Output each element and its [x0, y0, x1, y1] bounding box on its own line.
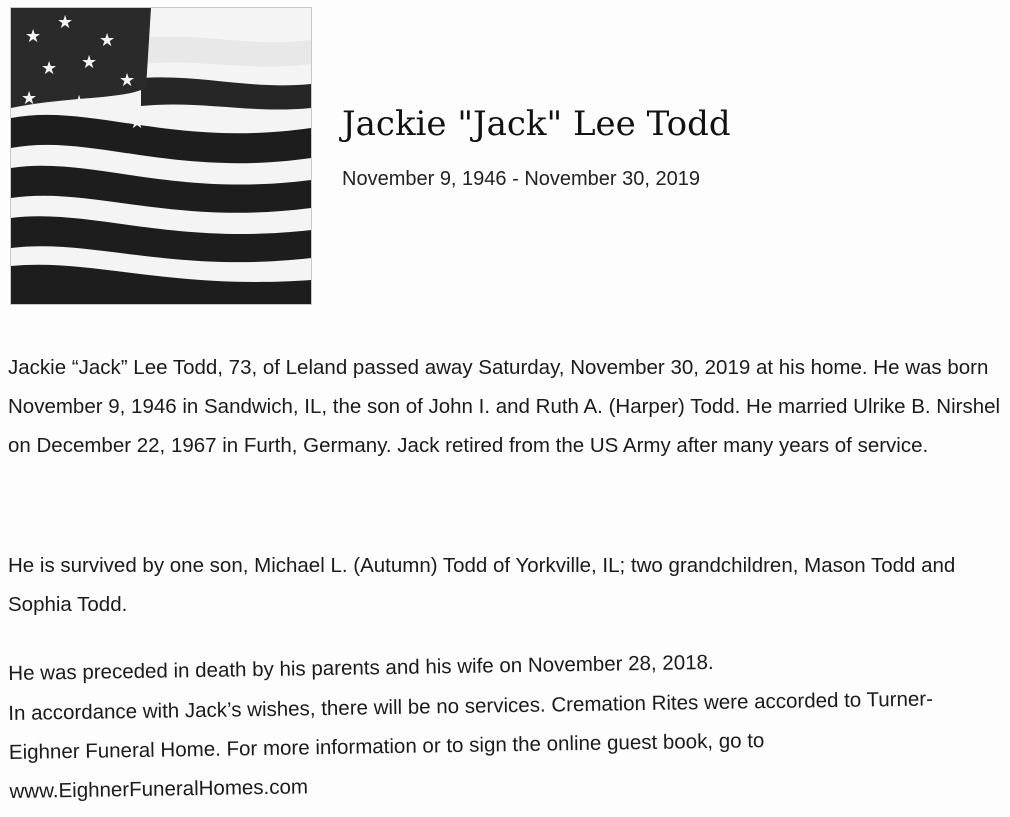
flag-photo — [10, 7, 312, 305]
obituary-paragraph-biography: Jackie “Jack” Lee Todd, 73, of Leland passed away Saturday, November 30, 2019 at his home. He was born November 9, 1946 in Sandwich, IL, the son of John I. and Ruth A. (Harper) Todd. He married Ulrike B. Nirshel on December 22, 1967 in Furth, Germany. Jack retired from the US Army after many years of service. — [8, 356, 1001, 457]
svg-text:★: ★ — [41, 58, 58, 79]
life-dates: November 9, 1946 - November 30, 2019 — [342, 168, 700, 190]
obituary-paragraph-preceded: He was preceded in death by his parents and his wife on November 28, 2018. — [8, 650, 714, 685]
decedent-name: Jackie "Jack" Lee Todd — [342, 104, 731, 144]
svg-text:★: ★ — [99, 30, 116, 51]
svg-text:★: ★ — [57, 12, 74, 33]
svg-text:★: ★ — [119, 70, 136, 91]
american-flag-icon — [11, 8, 311, 304]
svg-text:★: ★ — [81, 52, 98, 73]
svg-text:★: ★ — [25, 26, 42, 47]
svg-text:★: ★ — [21, 88, 38, 109]
obituary-paragraph-survivors: He is survived by one son, Michael L. (Autumn) Todd of Yorkville, IL; two grandchildren, Mason Todd and Sophia Todd. — [8, 554, 956, 616]
obituary-paragraph-services: In accordance with Jack’s wishes, there will be no services. Cremation Rites were accorded to Turner-Eighner Funeral Home. For more information or to sign the online guest book, go to www.EighnerFuneralHomes.com — [8, 687, 934, 803]
svg-text:★: ★ — [129, 112, 146, 133]
svg-text:★: ★ — [71, 92, 88, 113]
